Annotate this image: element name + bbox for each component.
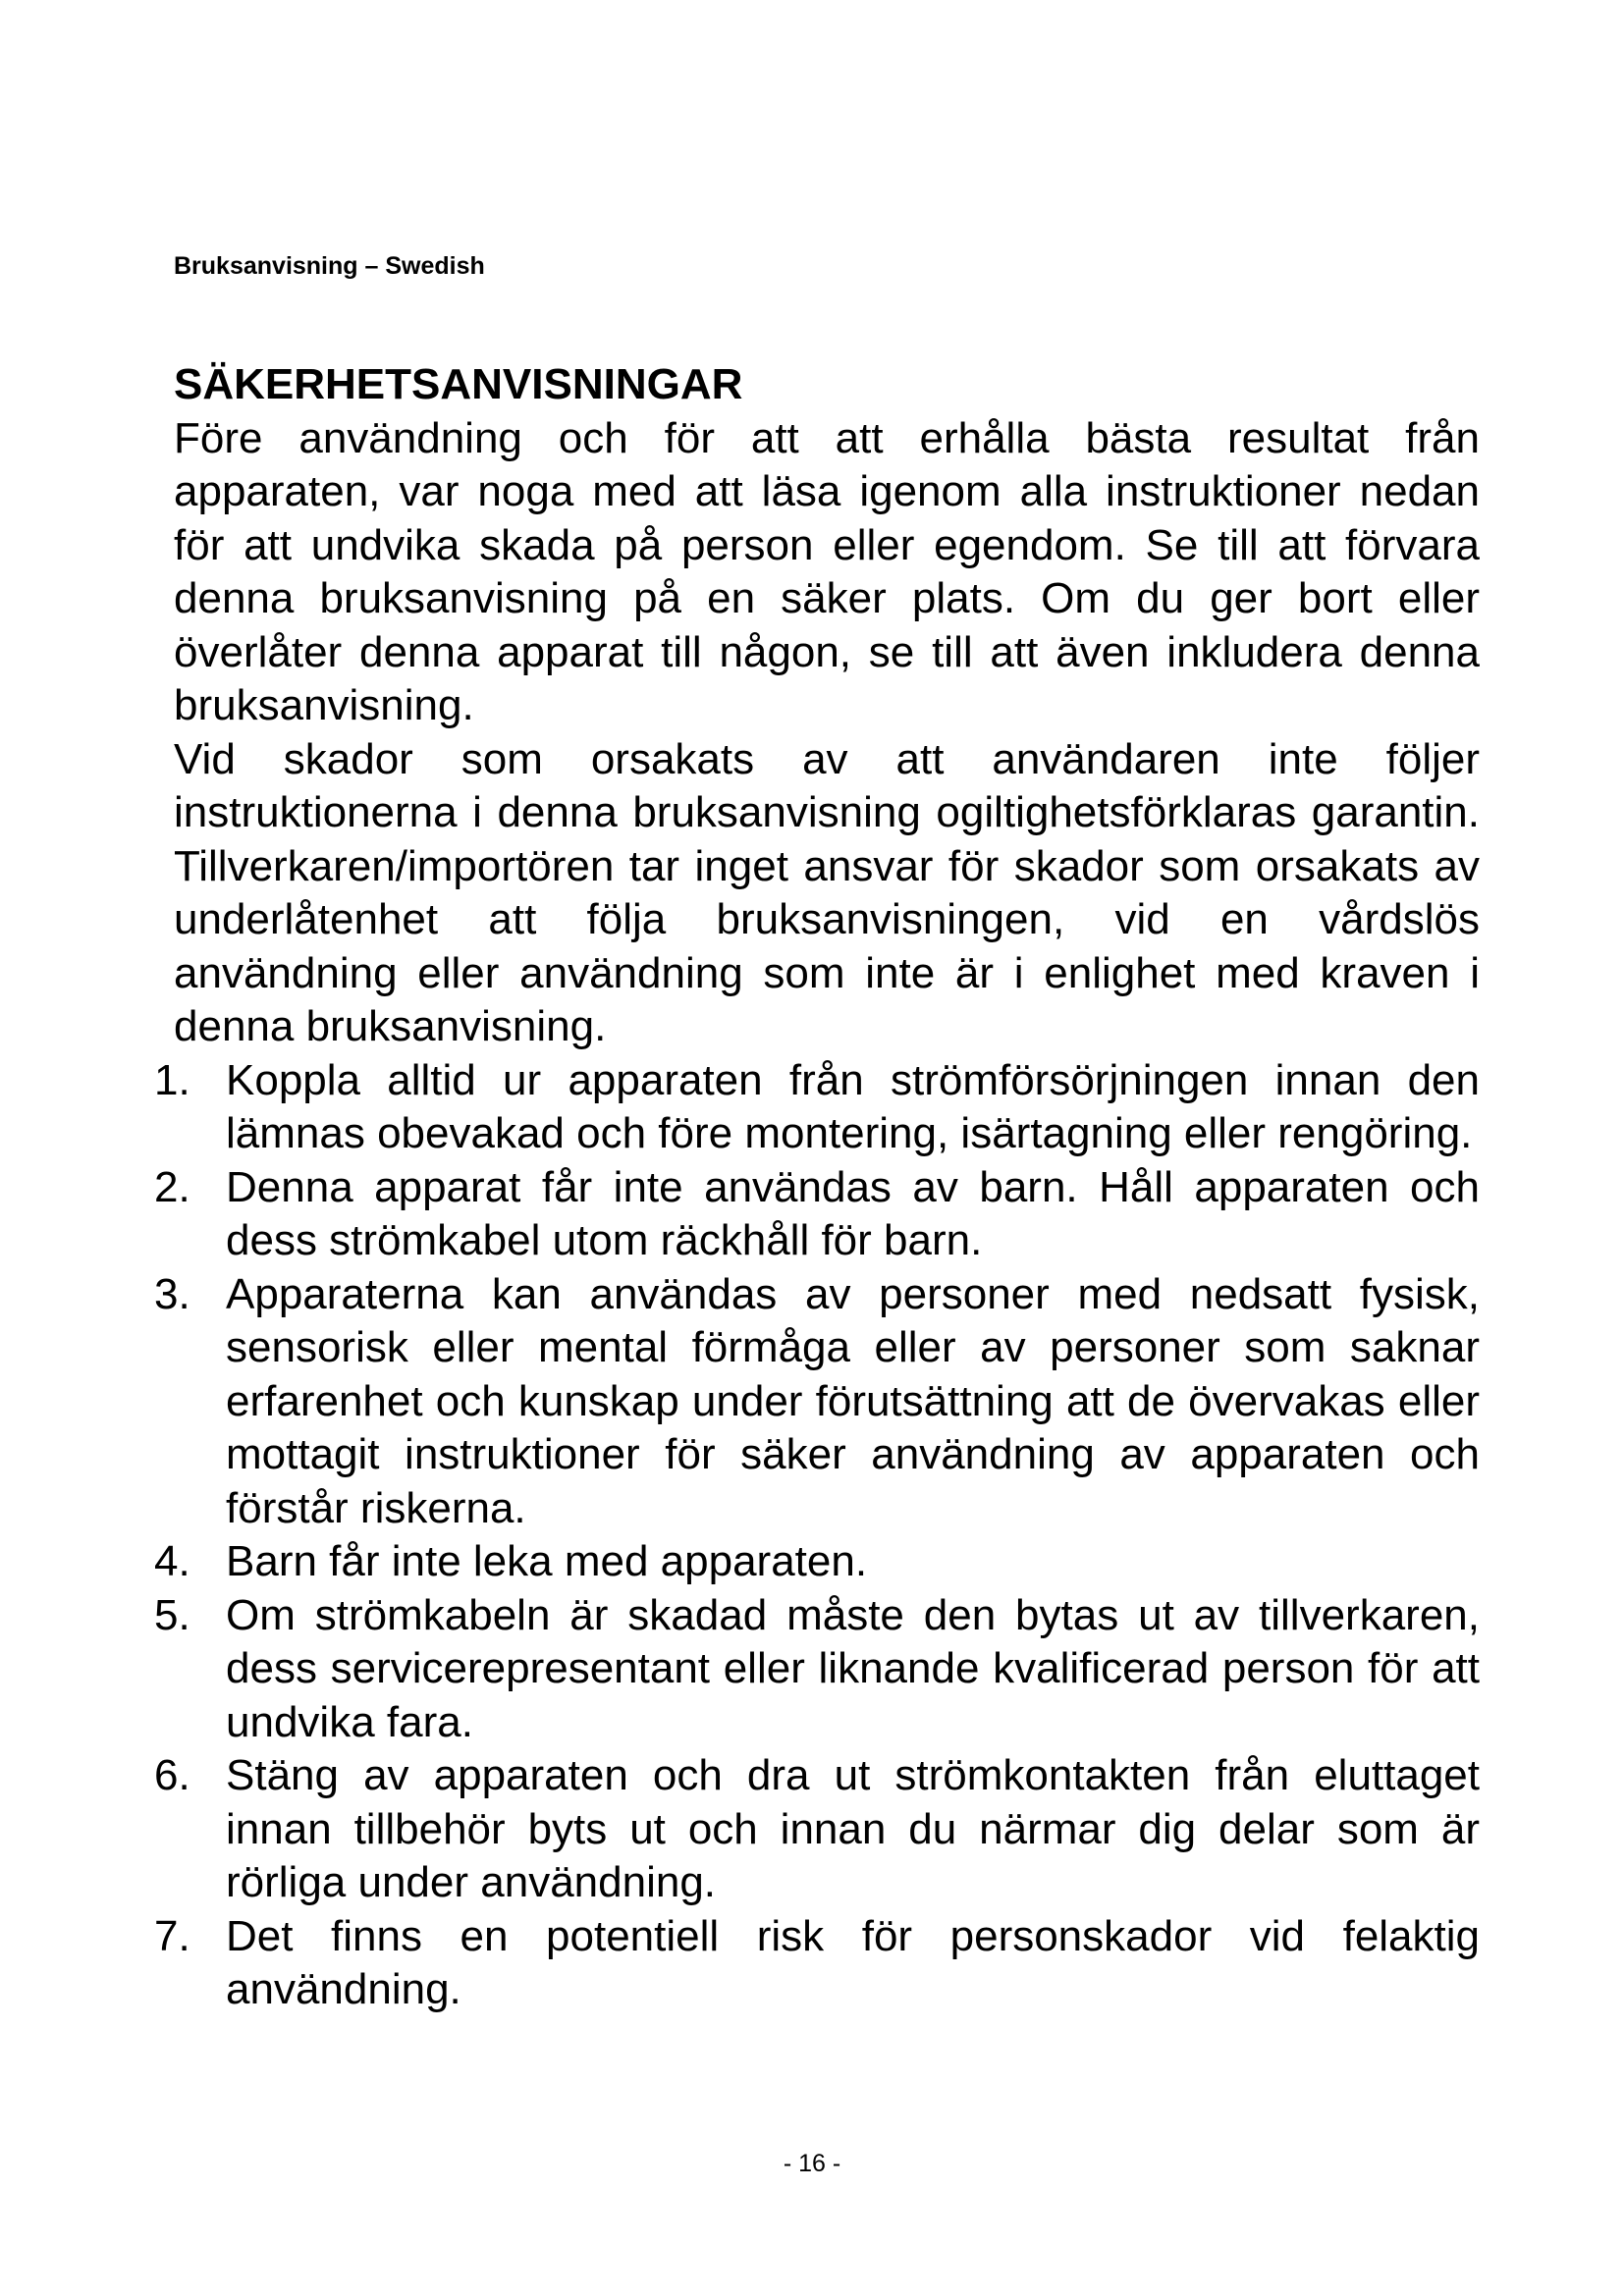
list-item-number: 1. [154,1055,190,1104]
list-item-text: Apparaterna kan användas av personer med nedsatt fysisk, sensorisk eller mental förmåga eller av personer som saknar erfarenhet och kunskap under förutsättning att de övervakas eller mottagit instruktioner för säker användning av apparaten och förstår riskerna. [226,1269,1480,1532]
safety-rules-list [154,1054,1480,2017]
list-item-text: Stäng av apparaten och dra ut strömkontakten från eluttaget innan tillbehör byts ut och innan du närmar dig delar som är rörliga under användning. [226,1751,1480,1906]
list-item [154,1910,1480,2017]
list-item-number: 6. [154,1751,190,1799]
list-item-text: Denna apparat får inte användas av barn. Håll apparaten och dess strömkabel utom räckhåll för barn. [226,1162,1480,1264]
list-item-text: Koppla alltid ur apparaten från strömförsörjningen innan den lämnas obevakad och före montering, isärtagning eller rengöring. [226,1055,1480,1157]
list-item-text: Barn får inte leka med apparaten. [226,1537,868,1585]
safety-section [154,358,1480,2017]
section-title: SÄKERHETSANVISNINGAR [174,360,743,408]
list-item-number: 4. [154,1537,190,1585]
list-item [154,1749,1480,1910]
warranty-paragraph: Vid skador som orsakats av att användaren inte följer instruktionerna i denna bruksanvisning ogiltighetsförklaras garantin. Tillverkaren/importören tar inget ansvar för skador som orsakats av underlåtenhet att följa bruksanvisningen, vid en vårdslös användning eller användning som inte är i enlighet med kraven i denna bruksanvisning. [174,734,1480,1050]
list-item-number: 7. [154,1911,190,1960]
running-header: Bruksanvisning – Swedish [174,252,485,280]
list-item-text: Om strömkabeln är skadad måste den bytas ut av tillverkaren, dess servicerepresentant eller liknande kvalificerad person för att undvika fara. [226,1590,1480,1746]
list-item [154,1535,1480,1589]
list-item [154,1161,1480,1268]
list-item-number: 3. [154,1269,190,1318]
list-item-number: 5. [154,1590,190,1639]
list-item [154,1054,1480,1161]
list-item-number: 2. [154,1162,190,1211]
list-item [154,1268,1480,1536]
intro-paragraph: Före användning och för att att erhålla bästa resultat från apparaten, var noga med att läsa igenom alla instruktioner nedan för att undvika skada på person eller egendom. Se till att förvara denna bruksanvisning på en säker plats. Om du ger bort eller överlåter denna apparat till någon, se till att även inkludera denna bruksanvisning. [174,413,1480,729]
list-item [154,1589,1480,1750]
list-item-text: Det finns en potentiell risk för personskador vid felaktig användning. [226,1911,1480,2013]
page-number: - 16 - [783,2150,841,2177]
